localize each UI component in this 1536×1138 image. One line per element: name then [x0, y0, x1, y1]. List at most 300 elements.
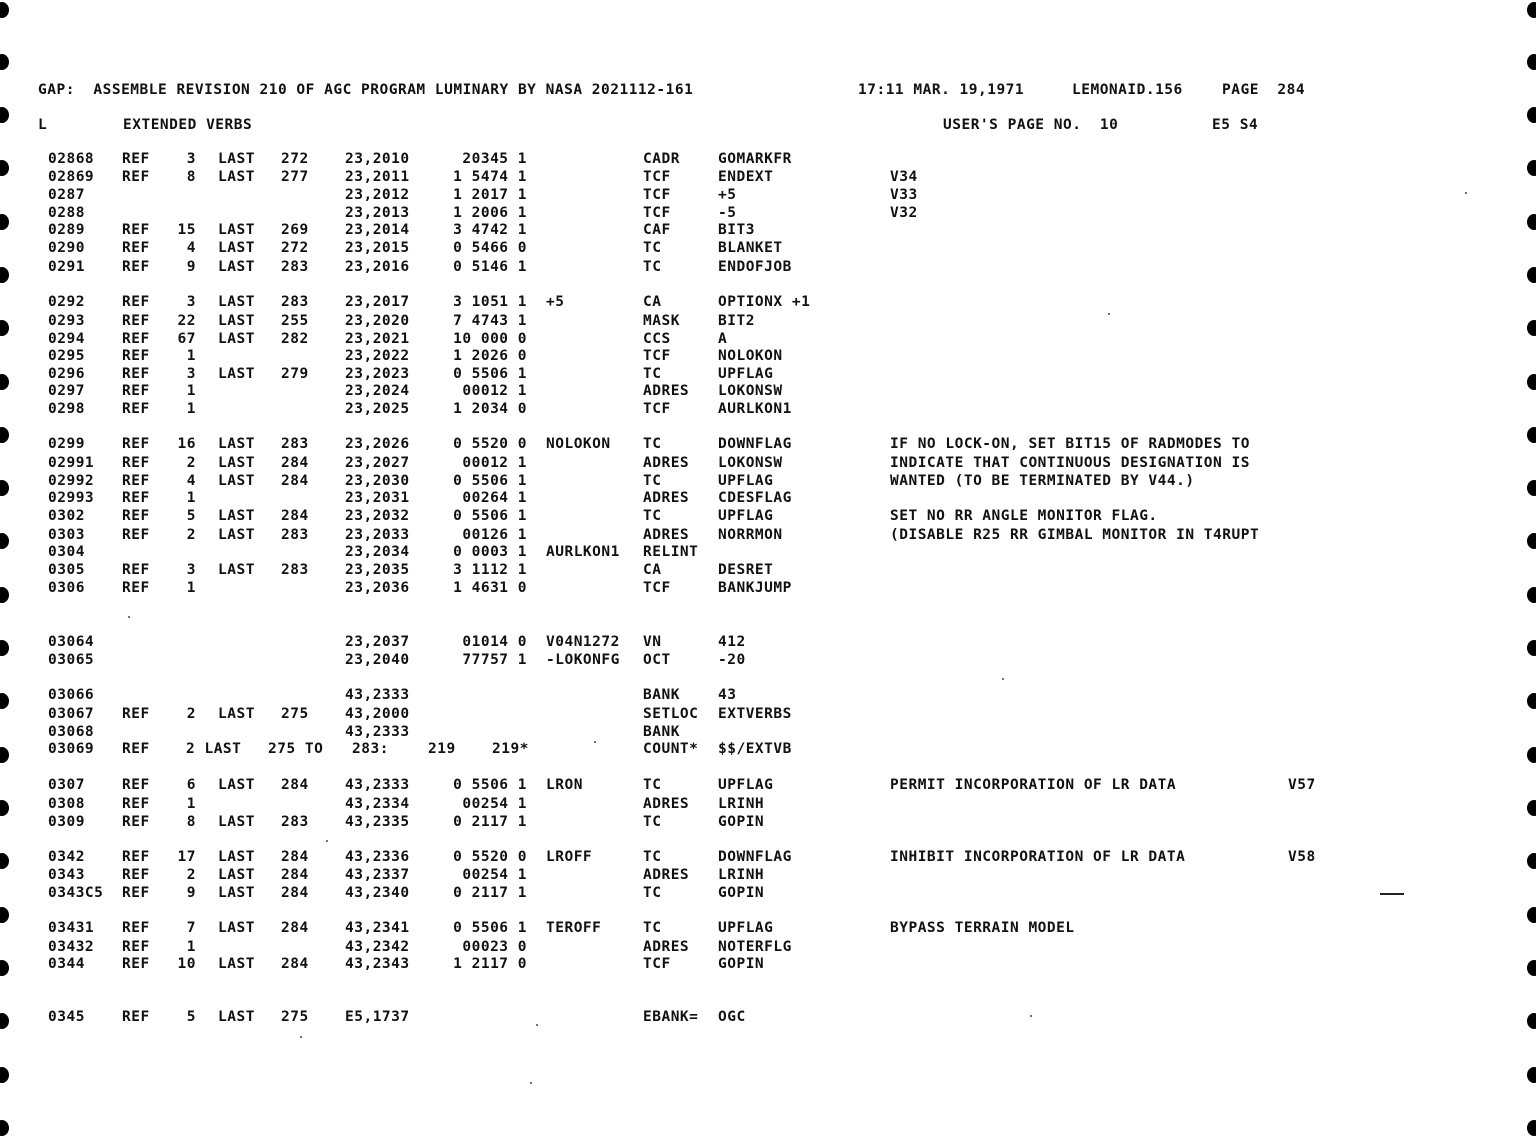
opcode: TC [643, 920, 662, 936]
operand: +5 [718, 187, 737, 203]
comment: V33 [890, 187, 918, 203]
address: 23,2035 [345, 562, 410, 578]
address: 23,2032 [345, 508, 410, 524]
address: 43,2333 [345, 777, 410, 793]
octal-word: 00254 1 [462, 867, 527, 883]
octal-word: 00023 0 [462, 939, 527, 955]
line-number: 0288 [48, 205, 85, 221]
paper-speck [326, 840, 328, 842]
opcode: EBANK= [643, 1009, 699, 1025]
last-page: 283 [281, 527, 309, 543]
address: 23,2022 [345, 348, 410, 364]
line-number: 0308 [48, 796, 85, 812]
operand: UPFLAG [718, 777, 774, 793]
verb-tag: V58 [1288, 849, 1316, 865]
comment: BYPASS TERRAIN MODEL [890, 920, 1075, 936]
listing-line [0, 401, 1536, 418]
ref-count: 3 [186, 151, 196, 167]
ref-count: 10 [177, 956, 196, 972]
feed-hole [1527, 107, 1536, 123]
listing-line [0, 814, 1536, 831]
opcode: TCF [643, 348, 671, 364]
opcode: TC [643, 436, 662, 452]
ref-label: REF [122, 706, 150, 722]
page-number: PAGE 284 [1222, 82, 1306, 98]
listing-line [0, 383, 1536, 400]
operand: DOWNFLAG [718, 849, 792, 865]
address: 43,2335 [345, 814, 410, 830]
listing-line [0, 508, 1536, 525]
operand: $$/EXTVB [718, 741, 792, 757]
line-number: 0343C5 [48, 885, 104, 901]
operand: 43 [718, 687, 737, 703]
ref-count: 8 [186, 169, 196, 185]
listing-line [0, 187, 1536, 204]
section-title: EXTENDED VERBS [123, 117, 253, 133]
opcode: RELINT [643, 544, 699, 560]
last-page: 284 [281, 885, 309, 901]
ref-label: REF [122, 240, 150, 256]
address: 23,2031 [345, 490, 410, 506]
ref-label: REF [122, 741, 150, 757]
assembly-title: GAP: ASSEMBLE REVISION 210 OF AGC PROGRAM LUMINARY BY NASA 2021112-161 [38, 82, 694, 98]
opcode: TC [643, 885, 662, 901]
opcode: ADRES [643, 383, 690, 399]
last-label: LAST [218, 313, 255, 329]
operand: GOPIN [718, 885, 765, 901]
address: 23,2013 [345, 205, 410, 221]
opcode: ADRES [643, 455, 690, 471]
line-number: 03066 [48, 687, 95, 703]
opcode: TC [643, 814, 662, 830]
feed-hole [0, 1067, 9, 1083]
opcode: VN [643, 634, 662, 650]
last-label: 275 TO [268, 741, 324, 757]
address: 43,2000 [345, 706, 410, 722]
symbol-label: NOLOKON [546, 436, 611, 452]
listing-line [0, 436, 1536, 453]
ref-label: REF [122, 348, 150, 364]
comment: INDICATE THAT CONTINUOUS DESIGNATION IS [890, 455, 1250, 471]
octal-word: 00254 1 [462, 796, 527, 812]
line-number: 0287 [48, 187, 85, 203]
address: 23,2021 [345, 331, 410, 347]
symbol-label: +5 [546, 294, 565, 310]
address: 23,2027 [345, 455, 410, 471]
symbol-label: LROFF [546, 849, 593, 865]
opcode: COUNT* [643, 741, 699, 757]
opcode: TC [643, 777, 662, 793]
operand: UPFLAG [718, 508, 774, 524]
opcode: CCS [643, 331, 671, 347]
address: 23,2016 [345, 259, 410, 275]
listing-line [0, 259, 1536, 276]
last-page: 275 [281, 706, 309, 722]
listing-line [0, 796, 1536, 813]
line-number: 0290 [48, 240, 85, 256]
ref-count: 3 [186, 562, 196, 578]
opcode: BANK [643, 724, 680, 740]
listing-line [0, 313, 1536, 330]
last-page: 283: [352, 741, 389, 757]
last-label: LAST [218, 814, 255, 830]
margin-dash [1380, 893, 1404, 895]
last-label: LAST [218, 867, 255, 883]
address: 23,2012 [345, 187, 410, 203]
line-number: 0303 [48, 527, 85, 543]
opcode: TC [643, 259, 662, 275]
ref-count: 15 [177, 222, 196, 238]
address: 23,2024 [345, 383, 410, 399]
last-page: 284 [281, 956, 309, 972]
ref-count: 1 [186, 401, 196, 417]
octal-word: 1 5474 1 [453, 169, 527, 185]
ref-count: 2 [186, 455, 196, 471]
line-number: 0305 [48, 562, 85, 578]
address: 23,2037 [345, 634, 410, 650]
listing-line [0, 920, 1536, 937]
ref-count: 2 LAST [186, 741, 242, 757]
line-number: 03431 [48, 920, 95, 936]
opcode: MASK [643, 313, 680, 329]
line-number: 0302 [48, 508, 85, 524]
ref-count: 1 [186, 796, 196, 812]
opcode: TC [643, 849, 662, 865]
last-page: 283 [281, 436, 309, 452]
octal-word: 1 4631 0 [453, 580, 527, 596]
octal-word: 1 2017 1 [453, 187, 527, 203]
paper-speck [1002, 678, 1004, 680]
address: 23,2023 [345, 366, 410, 382]
opcode: OCT [643, 652, 671, 668]
last-label: LAST [218, 366, 255, 382]
octal-word: 1 2117 0 [453, 956, 527, 972]
address: 43,2341 [345, 920, 410, 936]
line-number: 0298 [48, 401, 85, 417]
address: 43,2342 [345, 939, 410, 955]
ref-count: 16 [177, 436, 196, 452]
listing-line [0, 169, 1536, 186]
comment: SET NO RR ANGLE MONITOR FLAG. [890, 508, 1158, 524]
last-label: LAST [218, 885, 255, 901]
listing-line [0, 580, 1536, 597]
listing-line [0, 706, 1536, 723]
ref-label: REF [122, 222, 150, 238]
listing-line [0, 240, 1536, 257]
opcode: TCF [643, 187, 671, 203]
line-number: 0307 [48, 777, 85, 793]
ref-count: 5 [186, 1009, 196, 1025]
octal-word: 00126 1 [462, 527, 527, 543]
address: 43,2340 [345, 885, 410, 901]
address: 43,2343 [345, 956, 410, 972]
line-number: 0296 [48, 366, 85, 382]
octal-word: 00012 1 [462, 383, 527, 399]
ref-count: 9 [186, 259, 196, 275]
listing-line [0, 634, 1536, 651]
comment: WANTED (TO BE TERMINATED BY V44.) [890, 473, 1195, 489]
octal-word: 0 5506 1 [453, 473, 527, 489]
line-number: 0304 [48, 544, 85, 560]
ref-label: REF [122, 436, 150, 452]
operand: LOKONSW [718, 455, 783, 471]
ref-count: 1 [186, 580, 196, 596]
listing-line [0, 652, 1536, 669]
paper-speck [300, 1036, 302, 1038]
operand: UPFLAG [718, 920, 774, 936]
ref-label: REF [122, 562, 150, 578]
verb-tag: V57 [1288, 777, 1316, 793]
octal-word: 3 4742 1 [453, 222, 527, 238]
listing-line [0, 473, 1536, 490]
ref-label: REF [122, 508, 150, 524]
last-label: LAST [218, 706, 255, 722]
opcode: BANK [643, 687, 680, 703]
address: 43,2333 [345, 687, 410, 703]
listing-line [0, 885, 1536, 902]
octal-word: 0 5506 1 [453, 366, 527, 382]
operand: UPFLAG [718, 473, 774, 489]
operand: NOTERFLG [718, 939, 792, 955]
octal-word: 00264 1 [462, 490, 527, 506]
listing-line [0, 527, 1536, 544]
address: 23,2040 [345, 652, 410, 668]
symbol-label: V04N1272 [546, 634, 620, 650]
address: 23,2017 [345, 294, 410, 310]
last-page: 272 [281, 151, 309, 167]
line-number: 03432 [48, 939, 95, 955]
opcode: TCF [643, 956, 671, 972]
listing-line [0, 849, 1536, 866]
paper-speck [1108, 313, 1110, 315]
octal-word: 01014 0 [462, 634, 527, 650]
last-label: LAST [218, 508, 255, 524]
last-page: 282 [281, 331, 309, 347]
last-label: LAST [218, 151, 255, 167]
octal-word: 1 2034 0 [453, 401, 527, 417]
symbol-label: LRON [546, 777, 583, 793]
operand: BIT2 [718, 313, 755, 329]
operand: AURLKON1 [718, 401, 792, 417]
address: 23,2033 [345, 527, 410, 543]
last-page: 277 [281, 169, 309, 185]
ref-label: REF [122, 259, 150, 275]
address: E5,1737 [345, 1009, 410, 1025]
last-label: LAST [218, 527, 255, 543]
last-page: 284 [281, 455, 309, 471]
last-label: LAST [218, 455, 255, 471]
ref-count: 1 [186, 348, 196, 364]
opcode: SETLOC [643, 706, 699, 722]
user-page-number: USER'S PAGE NO. 10 [943, 117, 1119, 133]
ref-count: 1 [186, 490, 196, 506]
listing-line [0, 867, 1536, 884]
ref-label: REF [122, 796, 150, 812]
last-page: 283 [281, 814, 309, 830]
address: 23,2014 [345, 222, 410, 238]
paper-speck [1465, 192, 1467, 194]
operand: -20 [718, 652, 746, 668]
address: 43,2333 [345, 724, 410, 740]
octal-word: 1 2006 1 [453, 205, 527, 221]
last-label: LAST [218, 920, 255, 936]
opcode: CAF [643, 222, 671, 238]
last-page: 284 [281, 473, 309, 489]
octal-word: 0 2117 1 [453, 885, 527, 901]
operand: GOPIN [718, 956, 765, 972]
listing-line [0, 956, 1536, 973]
ref-count: 2 [186, 867, 196, 883]
ref-count: 4 [186, 473, 196, 489]
symbol-label: -LOKONFG [546, 652, 620, 668]
octal-word: 1 2026 0 [453, 348, 527, 364]
address: 219 [428, 741, 456, 757]
ref-label: REF [122, 580, 150, 596]
octal-word: 0 5466 0 [453, 240, 527, 256]
operand: UPFLAG [718, 366, 774, 382]
operand: GOPIN [718, 814, 765, 830]
listing-line [0, 687, 1536, 704]
operand: BIT3 [718, 222, 755, 238]
ref-label: REF [122, 294, 150, 310]
operand: NOLOKON [718, 348, 783, 364]
octal-word: 0 5520 0 [453, 849, 527, 865]
last-label: LAST [218, 222, 255, 238]
last-page: 283 [281, 259, 309, 275]
listing-line [0, 777, 1536, 794]
line-number: 02868 [48, 151, 95, 167]
comment: V34 [890, 169, 918, 185]
listing-line [0, 562, 1536, 579]
opcode: CADR [643, 151, 680, 167]
ref-label: REF [122, 313, 150, 329]
operand: -5 [718, 205, 737, 221]
last-page: 283 [281, 294, 309, 310]
ref-count: 67 [177, 331, 196, 347]
octal-word: 7 4743 1 [453, 313, 527, 329]
listing-line [0, 366, 1536, 383]
line-number: 0295 [48, 348, 85, 364]
operand: A [718, 331, 728, 347]
octal-word: 0 5146 1 [453, 259, 527, 275]
feed-hole [1527, 54, 1536, 70]
ref-label: REF [122, 777, 150, 793]
line-number: 0299 [48, 436, 85, 452]
last-page: 284 [281, 920, 309, 936]
listing-line [0, 331, 1536, 348]
operand: OGC [718, 1009, 746, 1025]
feed-hole [1527, 1067, 1536, 1083]
listing-line [0, 222, 1536, 239]
operand: ENDOFJOB [718, 259, 792, 275]
address: 43,2336 [345, 849, 410, 865]
opcode: TCF [643, 580, 671, 596]
last-label: LAST [218, 294, 255, 310]
line-number: 02992 [48, 473, 95, 489]
ref-count: 2 [186, 527, 196, 543]
line-number: 03067 [48, 706, 95, 722]
line-number: 0309 [48, 814, 85, 830]
comment: (DISABLE R25 RR GIMBAL MONITOR IN T4RUPT [890, 527, 1260, 543]
octal-word: 0 0003 1 [453, 544, 527, 560]
ref-label: REF [122, 1009, 150, 1025]
line-number: 0294 [48, 331, 85, 347]
ref-count: 8 [186, 814, 196, 830]
ref-label: REF [122, 490, 150, 506]
opcode: ADRES [643, 490, 690, 506]
opcode: CA [643, 294, 662, 310]
ref-count: 1 [186, 383, 196, 399]
ref-label: REF [122, 885, 150, 901]
paper-speck [594, 741, 596, 743]
last-page: 279 [281, 366, 309, 382]
last-page: 272 [281, 240, 309, 256]
last-label: LAST [218, 562, 255, 578]
address: 23,2010 [345, 151, 410, 167]
listing-line [0, 205, 1536, 222]
last-page: 284 [281, 867, 309, 883]
line-number: 0293 [48, 313, 85, 329]
address: 43,2334 [345, 796, 410, 812]
ref-label: REF [122, 455, 150, 471]
octal-word: 0 5506 1 [453, 508, 527, 524]
ref-label: REF [122, 920, 150, 936]
address: 23,2026 [345, 436, 410, 452]
operand: OPTIONX +1 [718, 294, 811, 310]
listing-line [0, 455, 1536, 472]
last-label: LAST [218, 777, 255, 793]
opcode: ADRES [643, 796, 690, 812]
octal-word: 0 5506 1 [453, 920, 527, 936]
ref-count: 4 [186, 240, 196, 256]
listing-name: LEMONAID.156 [1072, 82, 1183, 98]
line-number: 0306 [48, 580, 85, 596]
octal-word: 0 5520 0 [453, 436, 527, 452]
ref-label: REF [122, 527, 150, 543]
listing-line [0, 939, 1536, 956]
octal-word: 20345 1 [462, 151, 527, 167]
last-label: LAST [218, 956, 255, 972]
address: 23,2034 [345, 544, 410, 560]
line-number: 03068 [48, 724, 95, 740]
section-marker: L [38, 117, 48, 133]
line-number: 0297 [48, 383, 85, 399]
last-page: 269 [281, 222, 309, 238]
line-number: 02993 [48, 490, 95, 506]
ref-count: 17 [177, 849, 196, 865]
line-number: 0342 [48, 849, 85, 865]
octal-word: 3 1112 1 [453, 562, 527, 578]
ref-label: REF [122, 366, 150, 382]
operand: NORRMON [718, 527, 783, 543]
last-page: 284 [281, 508, 309, 524]
last-label: LAST [218, 436, 255, 452]
octal-word: 0 2117 1 [453, 814, 527, 830]
ref-label: REF [122, 814, 150, 830]
feed-hole [1527, 2, 1536, 18]
operand: 412 [718, 634, 746, 650]
listing-line [0, 1009, 1536, 1026]
ref-count: 9 [186, 885, 196, 901]
feed-hole [0, 1120, 9, 1136]
opcode: ADRES [643, 867, 690, 883]
ref-label: REF [122, 401, 150, 417]
last-label: LAST [218, 849, 255, 865]
operand: DOWNFLAG [718, 436, 792, 452]
feed-hole [0, 107, 9, 123]
comment: IF NO LOCK-ON, SET BIT15 OF RADMODES TO [890, 436, 1250, 452]
comment: PERMIT INCORPORATION OF LR DATA [890, 777, 1177, 793]
